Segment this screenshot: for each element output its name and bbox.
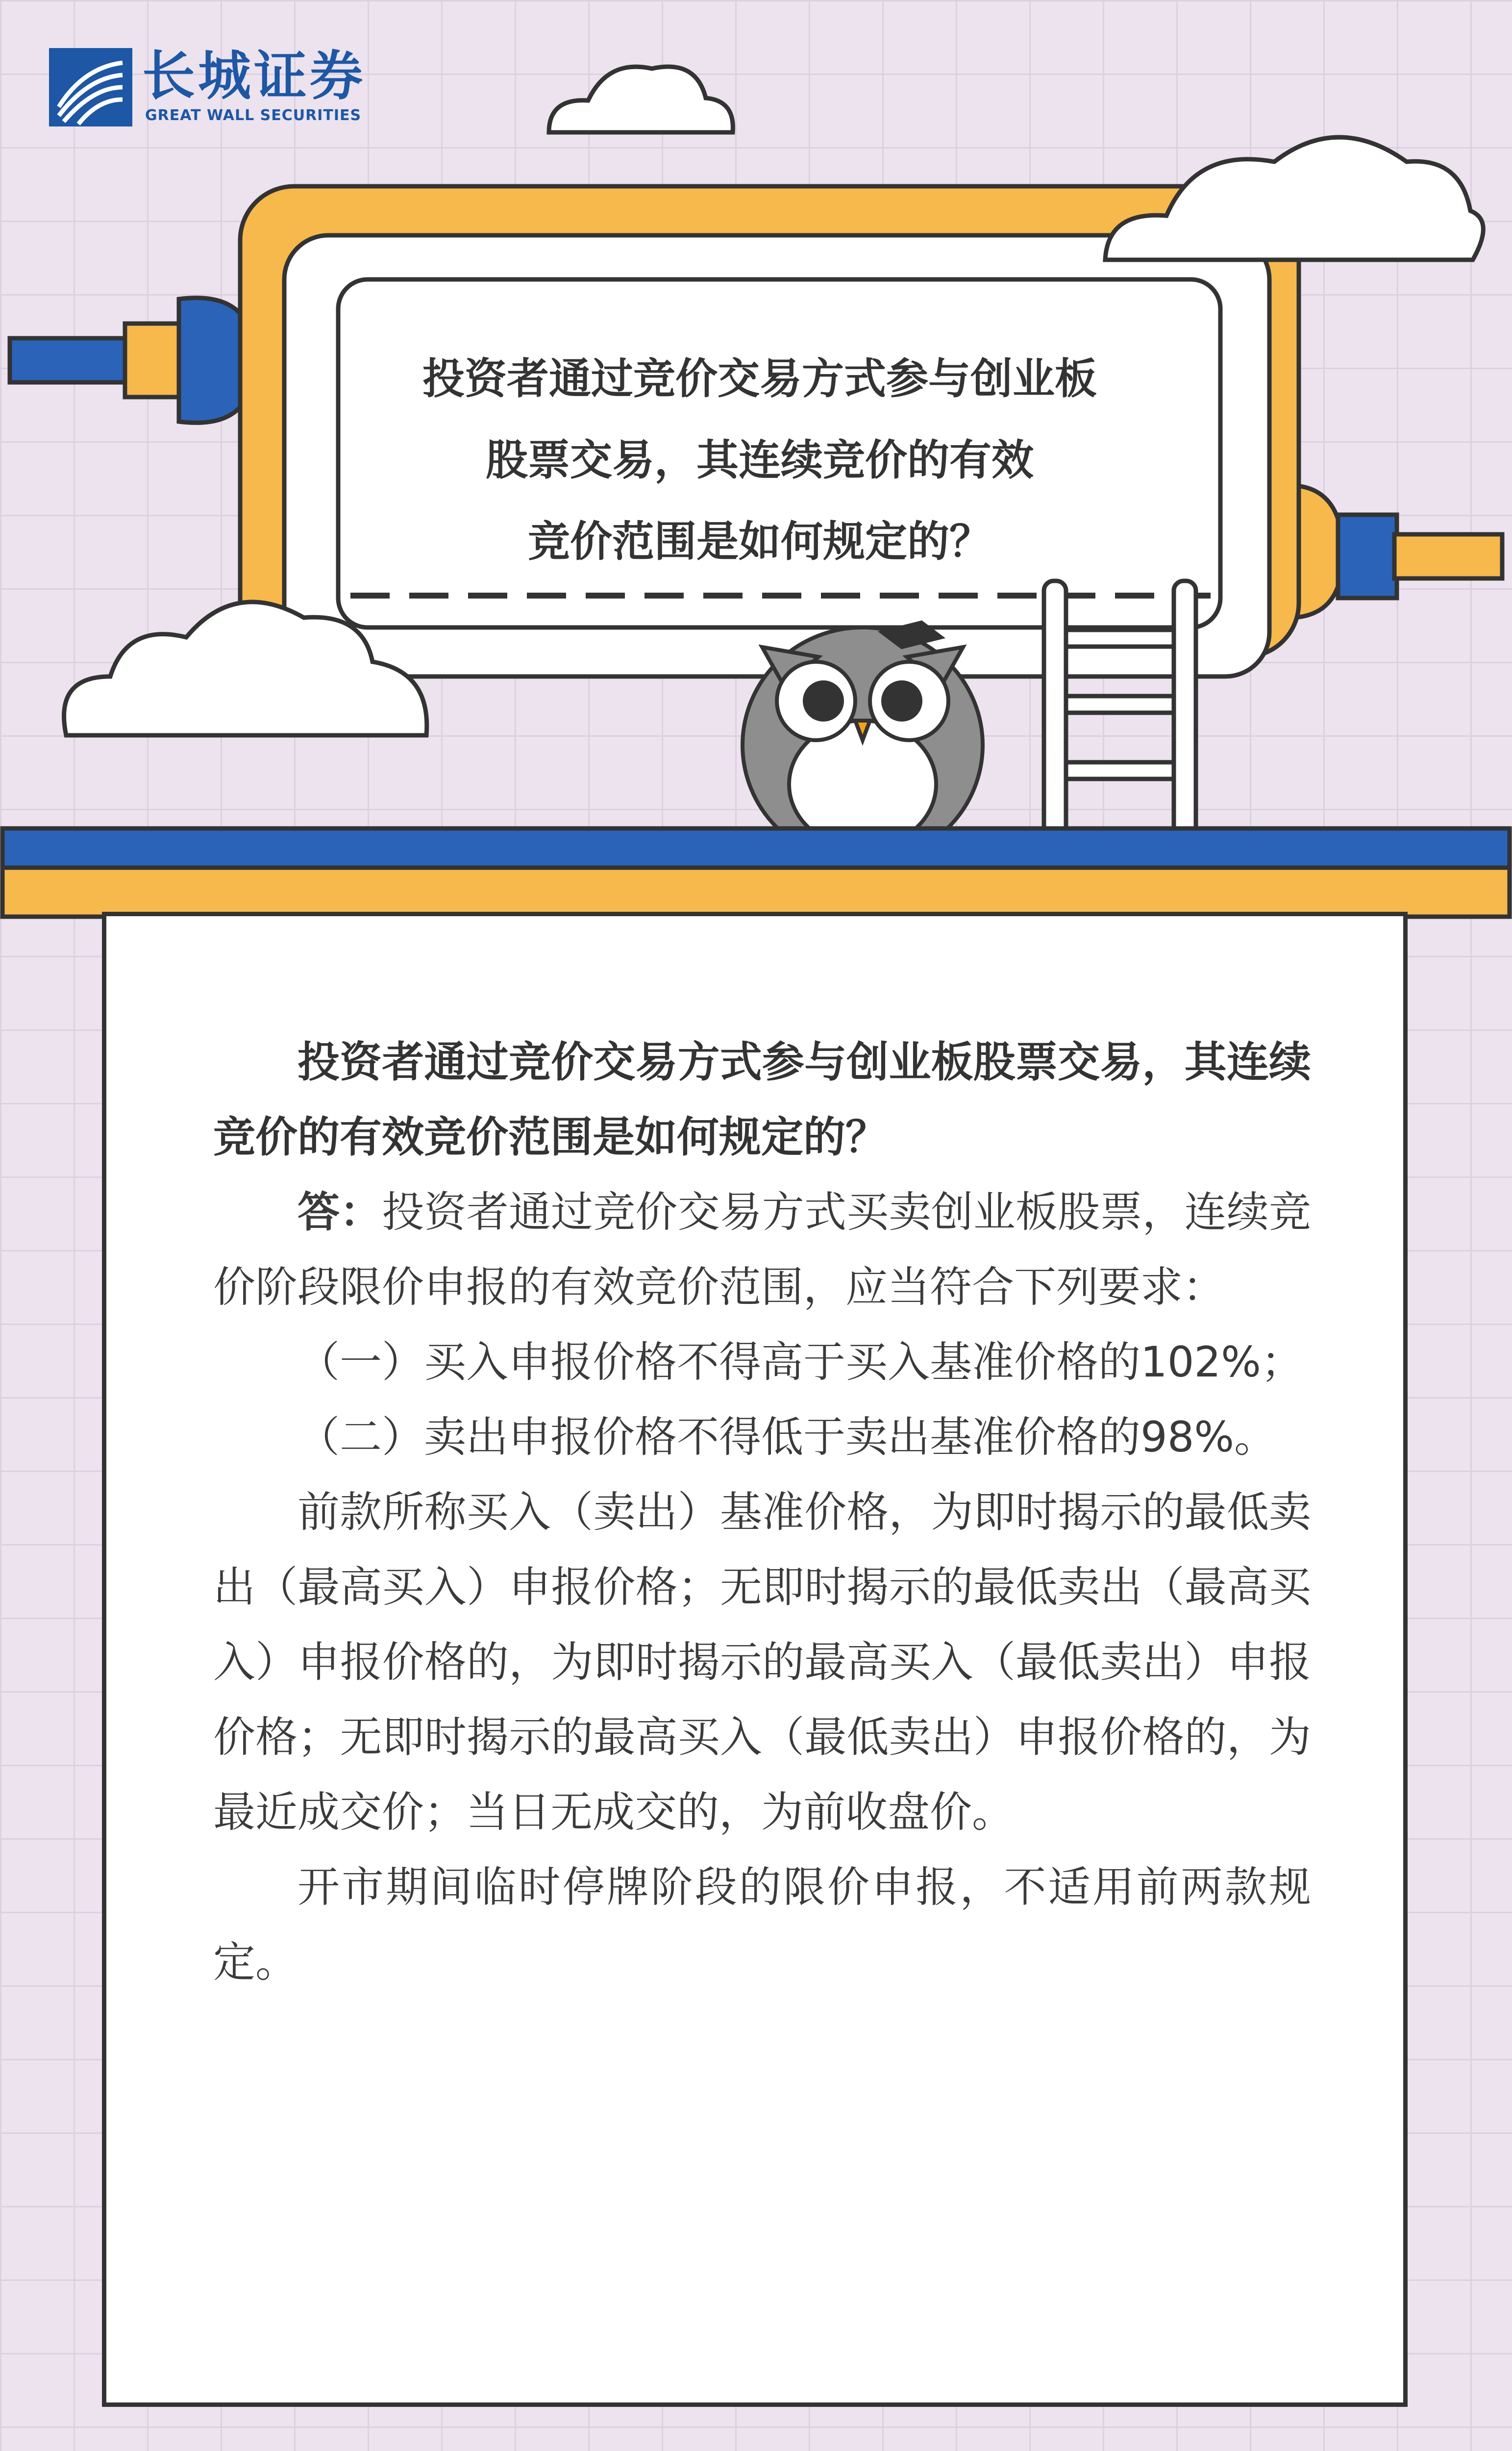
brand-name-en: GREAT WALL SECURITIES bbox=[145, 107, 362, 124]
rule-item-2: （二）卖出申报价格不得低于卖出基准价格的98%。 bbox=[297, 1413, 1277, 1462]
answer-label: 答： bbox=[297, 1188, 382, 1237]
hero-title-line: 股票交易，其连续竞价的有效 bbox=[486, 436, 1034, 485]
question-text: 投资者通过竞价交易方式参与创业板股票交易，其连续竞价的有效竞价范围是如何规定的？ bbox=[213, 1038, 1311, 1162]
hero-title bbox=[343, 338, 1176, 583]
content-panel bbox=[102, 912, 1408, 2407]
brand-name-cn: 长城证券 bbox=[142, 45, 366, 107]
halt-rule-paragraph: 开市期间临时停牌阶段的限价申报，不适用前两款规定。 bbox=[213, 1863, 1311, 1987]
cloud-icon bbox=[549, 67, 733, 132]
right-pipe-icon bbox=[1284, 485, 1502, 618]
content-body bbox=[213, 1025, 1311, 2000]
left-pipe-icon bbox=[10, 298, 255, 423]
answer-text: 投资者通过竞价交易方式买卖创业板股票，连续竞价阶段限价申报的有效竞价范围，应当符合下列要求： bbox=[213, 1188, 1312, 1312]
shelf-bar bbox=[2, 828, 1510, 917]
hero-title-line: 投资者通过竞价交易方式参与创业板 bbox=[422, 354, 1097, 403]
answer-paragraph bbox=[213, 1175, 1311, 1325]
benchmark-price-paragraph: 前款所称买入（卖出）基准价格，为即时揭示的最低卖出（最高买入）申报价格；无即时揭示的最低卖出（最高买入）申报价格的，为即时揭示的最高买入（最低卖出）申报价格；无即时揭示的最高买入（最低卖出）申报价格的，为最近成交价；当日无成交的，为前收盘价。 bbox=[213, 1488, 1311, 1837]
hero-title-line: 竞价范围是如何规定的？ bbox=[528, 517, 991, 566]
rule-item-1: （一）买入申报价格不得高于买入基准价格的102%； bbox=[297, 1338, 1303, 1387]
